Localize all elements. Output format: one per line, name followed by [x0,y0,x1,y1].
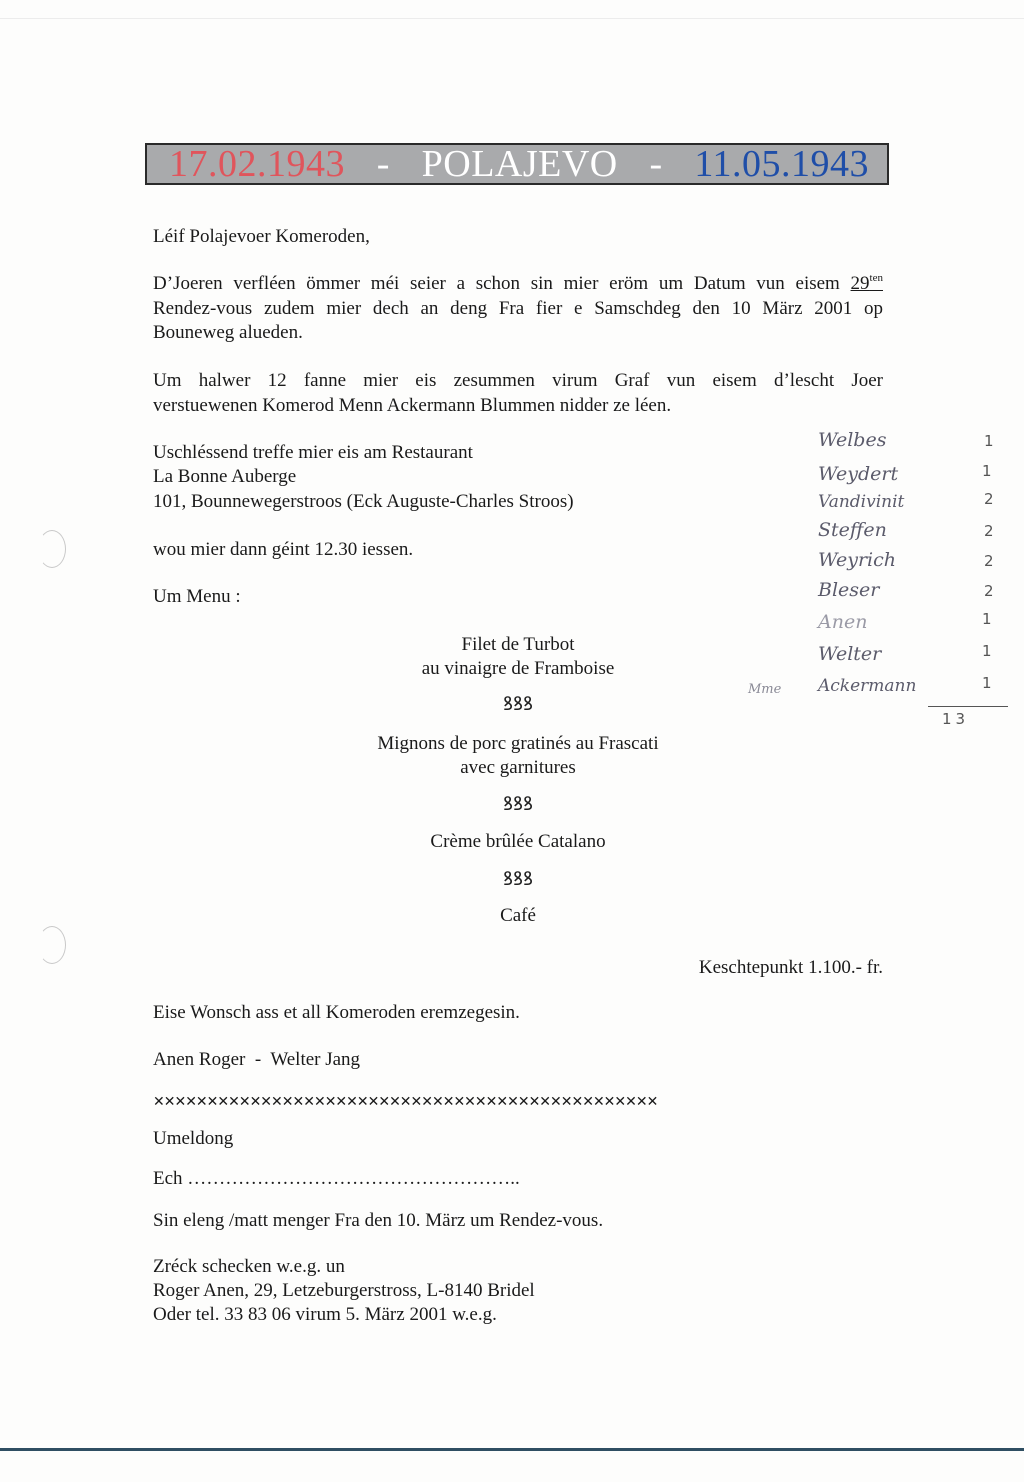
ordinal-suffix: ten [869,272,883,284]
bottom-edge-line [0,1448,1024,1451]
divider: ✕✕✕✕✕✕✕✕✕✕✕✕✕✕✕✕✕✕✕✕✕✕✕✕✕✕✕✕✕✕✕✕✕✕✕✕✕✕✕✕✕✕✕✕✕✕✕ [153,1094,658,1110]
reply-attendance-line: Sin eleng /matt menger Fra den 10. März um Rendez-vous. [153,1210,604,1231]
menu-course-1-detail: au vinaigre de Framboise [421,658,615,679]
tally-count: 2 [984,552,994,570]
restaurant-address: 101, Bounnewegerstroos (Eck Auguste-Charles Stroos) [153,491,574,512]
ech-label: Ech [153,1168,183,1189]
rendezvous-number [851,273,883,294]
number: 29 [850,273,870,294]
tally-count: 2 [984,490,994,508]
tally-prefix: Mme [748,682,782,697]
tally-name: Steffen [818,519,887,541]
tally-name: Welbes [818,429,887,451]
menu-course-2-detail: avec garnitures [460,757,576,778]
tally-name: Anen [818,611,868,633]
end-date: 11.05.1943 [694,143,869,185]
paragraph-1-line-2: Rendez-vous zudem mier dech an deng Fra fier e Samschdeg den 10 März 2001 op [153,298,883,319]
wish: Eise Wonsch ass et all Komeroden eremzegesin. [153,1002,520,1023]
tally-sum-line [928,706,1008,707]
meal-time: wou mier dann géint 12.30 iessen. [153,539,414,560]
tally-name: Weydert [818,463,899,485]
reply-name-line [153,1166,520,1191]
tally-name: Vandivinit [818,492,905,512]
tally-name: Ackermann [818,676,917,696]
menu-ornament: ꝸꝸꝸ [503,694,533,715]
return-line-1: Zréck schecken w.e.g. un [153,1256,345,1277]
paragraph-2-line-2: verstuewenen Komerod Menn Ackermann Blummen nidder ze léen. [153,395,672,416]
tally-name: Bleser [818,579,880,601]
tally-count: 2 [984,582,994,600]
menu-course-1: Filet de Turbot [461,634,575,655]
menu-ornament: ꝸꝸꝸ [503,869,533,890]
menu-course-2: Mignons de porc gratinés au Frascati [377,733,659,754]
restaurant-line-1: Uschléssend treffe mier eis am Restaurant [153,442,473,463]
tally-count: 2 [984,522,994,540]
header-banner [145,143,889,185]
binder-hole [38,926,66,964]
tally-count: 1 [984,432,994,450]
menu-label: Um Menu : [153,586,241,607]
start-date: 17.02.1943 [169,143,345,185]
menu-ornament: ꝸꝸꝸ [503,794,533,815]
menu-course-3: Crème brûlée Catalano [430,831,606,852]
menu-course-4: Café [500,905,536,926]
tally-count: 1 [982,610,992,628]
tally-total: 13 [942,710,970,728]
banner-title: POLAJEVO [421,143,618,185]
tally-count: 1 [982,642,992,660]
name-blank[interactable]: …………………………………………….. [187,1168,520,1189]
reply-title: Umeldong [153,1128,234,1149]
tally-count: 1 [982,674,992,692]
p1-text: D’Joeren verfléen ömmer méi seier a schon sin mier eröm um Datum vun eisem [153,273,840,294]
binder-hole [38,530,66,568]
top-edge-line [0,18,1024,19]
restaurant-name: La Bonne Auberge [153,466,297,487]
salutation: Léif Polajevoer Komeroden, [153,226,370,247]
tally-name: Welter [818,643,882,665]
paragraph-1-line-1 [153,271,883,296]
signature: Anen Roger - Welter Jang [153,1049,361,1070]
tally-name: Weyrich [818,549,896,571]
banner-separator: - [649,143,663,185]
cost: Keschtepunkt 1.100.- fr. [698,957,883,978]
paragraph-1-line-3: Bouneweg alueden. [153,322,303,343]
paragraph-2-line-1: Um halwer 12 fanne mier eis zesummen virum Graf vun eisem d’lescht Joer [153,370,883,391]
return-phone: Oder tel. 33 83 06 virum 5. März 2001 w.e.g. [153,1304,497,1325]
tally-count: 1 [982,462,992,480]
return-address: Roger Anen, 29, Letzeburgerstross, L-8140 Bridel [153,1280,535,1301]
banner-separator: - [376,143,390,185]
